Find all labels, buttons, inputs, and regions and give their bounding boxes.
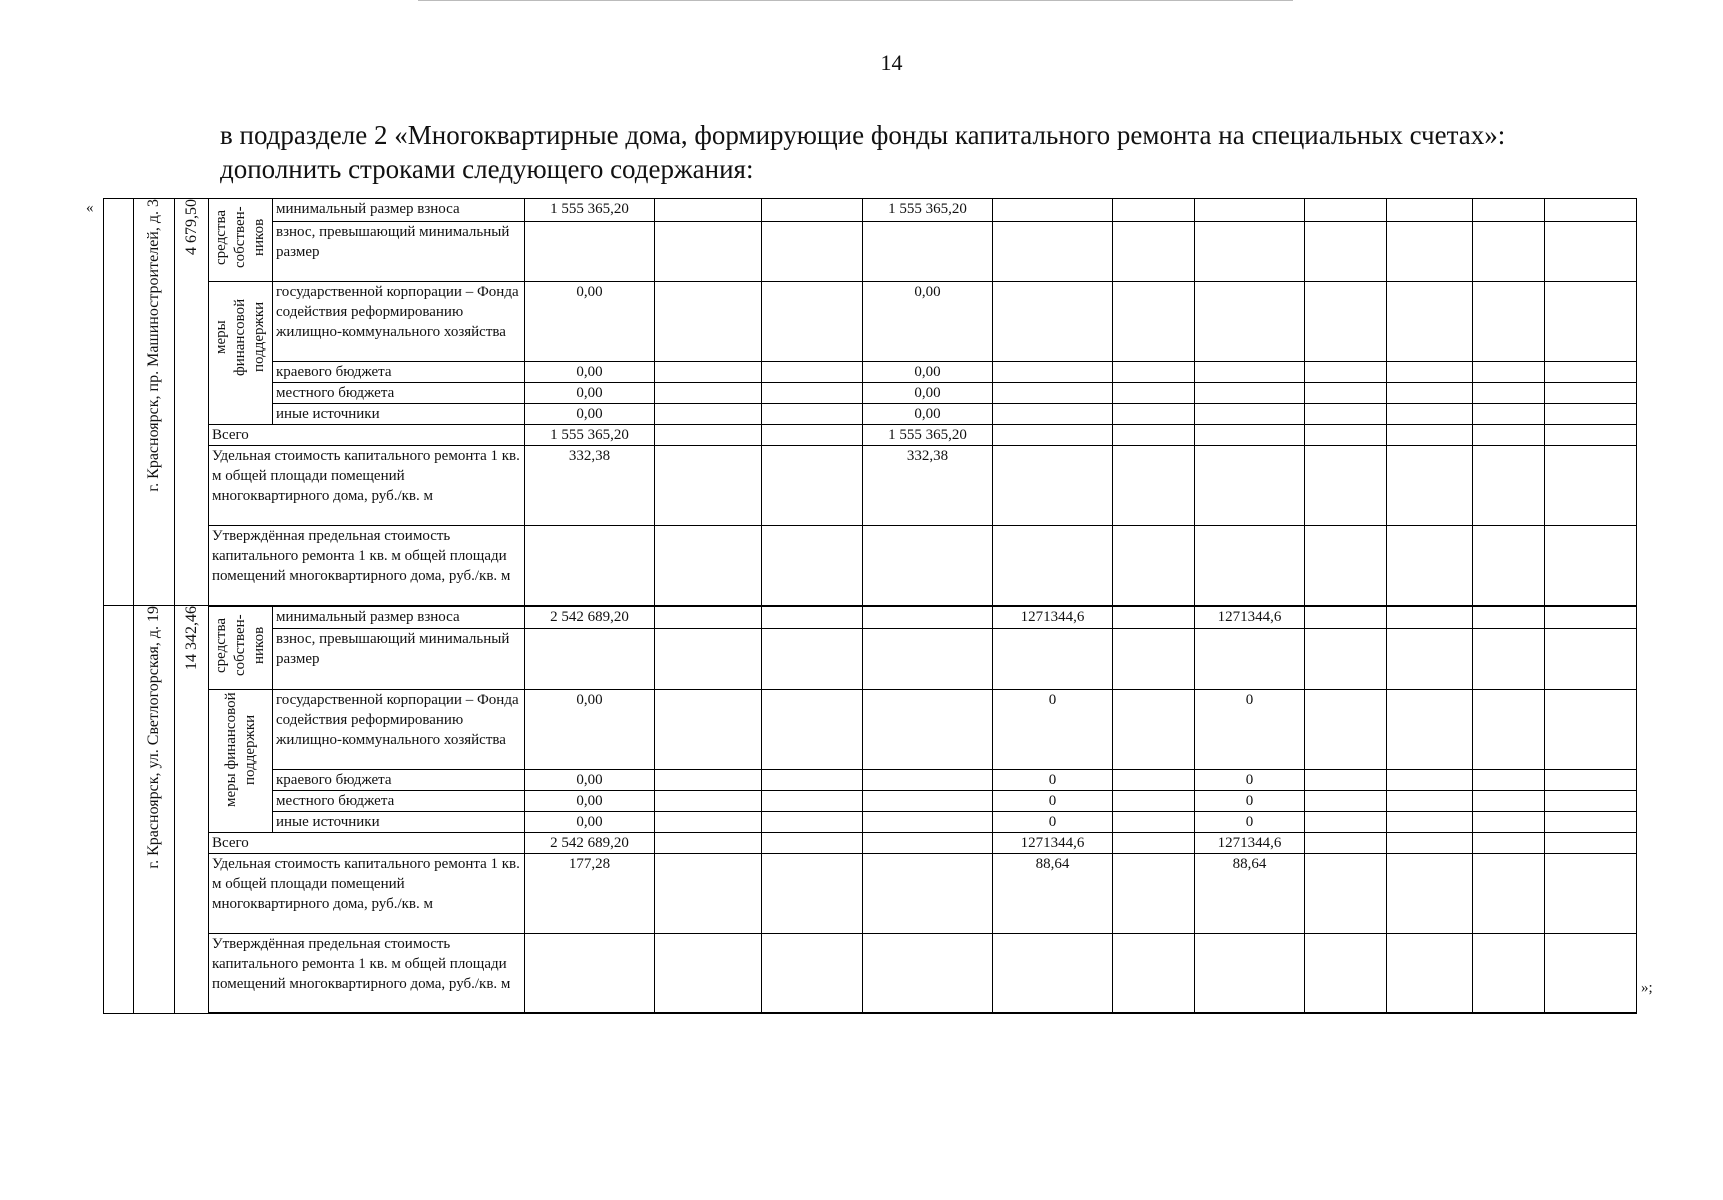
value-cell [1545, 446, 1637, 526]
value-cell [1545, 526, 1637, 606]
value-cell [1545, 832, 1637, 853]
table-row [104, 832, 1637, 853]
table-row [104, 790, 1637, 811]
value-cell: 332,38 [525, 446, 655, 526]
value-cell: 0,00 [525, 282, 655, 362]
value-cell [1387, 446, 1473, 526]
value-cell [1545, 404, 1637, 425]
value-cell: 1271344,6 [993, 606, 1113, 629]
value-cell [762, 221, 863, 281]
table-row [104, 933, 1637, 1013]
value-cell [525, 526, 655, 606]
table-row [104, 689, 1637, 769]
value-cell [1387, 383, 1473, 404]
value-cell [1195, 362, 1305, 383]
value-cell [863, 689, 993, 769]
intro-paragraph [220, 118, 1640, 186]
value-cell [1473, 853, 1545, 933]
value-cell [655, 526, 762, 606]
value-cell [1195, 199, 1305, 222]
value-cell [863, 629, 993, 689]
value-cell: 1 555 365,20 [525, 425, 655, 446]
opening-quote: « [86, 200, 94, 216]
value-cell: 1 555 365,20 [525, 199, 655, 222]
value-cell [1305, 689, 1387, 769]
value-cell [993, 282, 1113, 362]
value-cell: 0,00 [525, 383, 655, 404]
value-cell: 1271344,6 [1195, 832, 1305, 853]
value-cell [525, 933, 655, 1013]
value-cell [1545, 629, 1637, 689]
scan-top-line [418, 0, 1293, 1]
value-cell: 0,00 [525, 362, 655, 383]
value-cell [1305, 383, 1387, 404]
value-cell [655, 853, 762, 933]
value-cell [762, 811, 863, 832]
row-label: взнос, превышающий минимальный размер [273, 629, 525, 689]
row-label: Утверждённая предельная стоимость капитального ремонта 1 кв. м общей площади помещений многоквартирного дома, руб./кв. м [209, 526, 525, 606]
value-cell [1195, 383, 1305, 404]
value-cell [655, 933, 762, 1013]
row-label: Удельная стоимость капитального ремонта 1 кв. м общей площади помещений многоквартирного дома, руб./кв. м [209, 446, 525, 526]
value-cell [762, 282, 863, 362]
value-cell [863, 769, 993, 790]
value-cell: 88,64 [1195, 853, 1305, 933]
value-cell [1113, 629, 1195, 689]
row-label: местного бюджета [273, 383, 525, 404]
value-cell [762, 362, 863, 383]
row-label: минимальный размер взноса [273, 606, 525, 629]
value-cell [863, 606, 993, 629]
value-cell [1473, 282, 1545, 362]
value-cell [1113, 404, 1195, 425]
value-cell [1305, 526, 1387, 606]
value-cell [1305, 221, 1387, 281]
value-cell [655, 832, 762, 853]
value-cell [762, 199, 863, 222]
value-cell [1113, 832, 1195, 853]
house-area: 14 342,46 [182, 606, 200, 670]
value-cell [863, 933, 993, 1013]
row-label: местного бюджета [273, 790, 525, 811]
value-cell: 0 [1195, 811, 1305, 832]
value-cell [1473, 199, 1545, 222]
value-cell [1305, 199, 1387, 222]
value-cell [1305, 606, 1387, 629]
value-cell [1113, 282, 1195, 362]
value-cell [1473, 790, 1545, 811]
value-cell [1545, 853, 1637, 933]
value-cell [1387, 629, 1473, 689]
value-cell [1195, 282, 1305, 362]
value-cell [1113, 606, 1195, 629]
table-row [104, 446, 1637, 526]
value-cell [993, 446, 1113, 526]
value-cell [1113, 446, 1195, 526]
value-cell [1387, 425, 1473, 446]
value-cell: 88,64 [993, 853, 1113, 933]
value-cell [762, 446, 863, 526]
support-group [209, 689, 273, 832]
value-cell [1113, 811, 1195, 832]
value-cell [762, 790, 863, 811]
value-cell [762, 933, 863, 1013]
own-funds-group [209, 606, 273, 690]
page-number: 14 [880, 50, 903, 75]
value-cell [1195, 425, 1305, 446]
row-label: краевого бюджета [273, 362, 525, 383]
value-cell [863, 853, 993, 933]
value-cell: 0 [993, 811, 1113, 832]
value-cell [1387, 790, 1473, 811]
value-cell [993, 383, 1113, 404]
value-cell [1305, 282, 1387, 362]
value-cell: 0,00 [525, 790, 655, 811]
table-row [104, 853, 1637, 933]
value-cell [655, 282, 762, 362]
value-cell [1473, 526, 1545, 606]
value-cell [1473, 383, 1545, 404]
row-label: взнос, превышающий минимальный размер [273, 221, 525, 281]
value-cell [762, 769, 863, 790]
value-cell [762, 526, 863, 606]
value-cell [1305, 425, 1387, 446]
value-cell [1545, 606, 1637, 629]
value-cell [762, 404, 863, 425]
value-cell [1545, 425, 1637, 446]
value-cell [1473, 811, 1545, 832]
value-cell [655, 629, 762, 689]
value-cell [1113, 199, 1195, 222]
value-cell [1305, 629, 1387, 689]
row-label: минимальный размер взноса [273, 199, 525, 222]
value-cell [762, 383, 863, 404]
value-cell [1473, 689, 1545, 769]
table-row [104, 606, 1637, 629]
value-cell [1113, 362, 1195, 383]
value-cell: 2 542 689,20 [525, 606, 655, 629]
value-cell [1387, 811, 1473, 832]
row-label: Всего [209, 832, 525, 853]
value-cell [655, 769, 762, 790]
value-cell [655, 404, 762, 425]
row-label: иные источники [273, 404, 525, 425]
value-cell: 1 555 365,20 [863, 425, 993, 446]
value-cell [1473, 933, 1545, 1013]
value-cell [1473, 221, 1545, 281]
value-cell [655, 199, 762, 222]
value-cell [1113, 221, 1195, 281]
value-cell [1113, 853, 1195, 933]
value-cell [1195, 221, 1305, 281]
value-cell: 1 555 365,20 [863, 199, 993, 222]
value-cell [1387, 526, 1473, 606]
value-cell [655, 446, 762, 526]
value-cell [1305, 853, 1387, 933]
value-cell [863, 811, 993, 832]
value-cell [1473, 769, 1545, 790]
value-cell [1545, 790, 1637, 811]
own-funds-group [209, 199, 273, 282]
value-cell [1545, 199, 1637, 222]
value-cell [762, 425, 863, 446]
value-cell [1195, 526, 1305, 606]
value-cell: 0,00 [525, 811, 655, 832]
value-cell [1545, 811, 1637, 832]
value-cell: 2 542 689,20 [525, 832, 655, 853]
closing-quote: »; [1641, 980, 1653, 996]
value-cell [1473, 404, 1545, 425]
value-cell [1113, 769, 1195, 790]
value-cell: 332,38 [863, 446, 993, 526]
value-cell [1113, 790, 1195, 811]
value-cell [1113, 383, 1195, 404]
value-cell [863, 790, 993, 811]
row-marker-cell [104, 199, 134, 606]
value-cell [1387, 832, 1473, 853]
value-cell [1113, 933, 1195, 1013]
row-label: Удельная стоимость капитального ремонта 1 кв. м общей площади помещений многоквартирного дома, руб./кв. м [209, 853, 525, 933]
house-address-cell [134, 199, 175, 606]
row-label: Всего [209, 425, 525, 446]
table-row [104, 383, 1637, 404]
value-cell [1387, 933, 1473, 1013]
value-cell [762, 606, 863, 629]
value-cell [1305, 790, 1387, 811]
repair-funds-table [103, 198, 1637, 1014]
value-cell [1195, 446, 1305, 526]
value-cell [655, 811, 762, 832]
value-cell: 177,28 [525, 853, 655, 933]
value-cell [1113, 689, 1195, 769]
value-cell: 0 [1195, 689, 1305, 769]
house-area-cell [175, 606, 209, 1014]
value-cell [993, 629, 1113, 689]
table-row [104, 221, 1637, 281]
value-cell [1387, 362, 1473, 383]
value-cell [1545, 362, 1637, 383]
house-address: г. Красноярск, ул. Светлогорская, д. 19 [145, 606, 162, 869]
value-cell [1473, 446, 1545, 526]
value-cell [1113, 425, 1195, 446]
value-cell [993, 526, 1113, 606]
intro-line-2: дополнить строками следующего содержания: [220, 154, 754, 184]
intro-line-1: в подразделе 2 «Многоквартирные дома, формирующие фонды капитального ремонта на специальных счетах»: [220, 120, 1506, 150]
value-cell [1305, 933, 1387, 1013]
value-cell [1545, 383, 1637, 404]
value-cell: 0,00 [525, 404, 655, 425]
support-group [209, 282, 273, 425]
house-area-cell [175, 199, 209, 606]
value-cell [863, 221, 993, 281]
value-cell: 0,00 [525, 769, 655, 790]
house-address-cell [134, 606, 175, 1014]
row-marker-cell [104, 606, 134, 1014]
value-cell [1305, 832, 1387, 853]
value-cell [1387, 689, 1473, 769]
value-cell: 0 [993, 769, 1113, 790]
value-cell: 0,00 [863, 383, 993, 404]
value-cell: 1271344,6 [993, 832, 1113, 853]
value-cell [1545, 689, 1637, 769]
value-cell [655, 606, 762, 629]
value-cell [1473, 832, 1545, 853]
house-address: г. Красноярск, пр. Машиностроителей, д. 3 [145, 199, 162, 492]
value-cell [762, 832, 863, 853]
value-cell: 0 [993, 790, 1113, 811]
own-funds-label: средства собствен-ников [213, 613, 267, 676]
table-row [104, 425, 1637, 446]
house-area: 4 679,50 [182, 199, 200, 255]
value-cell [655, 362, 762, 383]
value-cell [1305, 404, 1387, 425]
value-cell: 0 [993, 689, 1113, 769]
value-cell [993, 221, 1113, 281]
value-cell [762, 689, 863, 769]
value-cell [655, 790, 762, 811]
own-funds-label: средства собствен-ников [213, 206, 267, 268]
value-cell [863, 526, 993, 606]
value-cell [655, 221, 762, 281]
value-cell: 0 [1195, 769, 1305, 790]
value-cell [863, 832, 993, 853]
value-cell [1387, 221, 1473, 281]
support-label: меры финансовой поддержки [222, 692, 258, 807]
row-label: иные источники [273, 811, 525, 832]
value-cell [655, 425, 762, 446]
table-row [104, 282, 1637, 362]
row-label: Утверждённая предельная стоимость капитального ремонта 1 кв. м общей площади помещений многоквартирного дома, руб./кв. м [209, 933, 525, 1013]
value-cell [525, 629, 655, 689]
value-cell [1473, 425, 1545, 446]
table-row [104, 526, 1637, 606]
value-cell [1195, 629, 1305, 689]
table-row [104, 811, 1637, 832]
table-row [104, 769, 1637, 790]
value-cell [655, 383, 762, 404]
value-cell: 1271344,6 [1195, 606, 1305, 629]
value-cell [1305, 811, 1387, 832]
value-cell [655, 689, 762, 769]
value-cell [1305, 362, 1387, 383]
row-label: государственной корпорации – Фонда содействия реформированию жилищно-коммунального хозяйства [273, 689, 525, 769]
value-cell [1387, 282, 1473, 362]
value-cell: 0,00 [863, 362, 993, 383]
value-cell [1387, 769, 1473, 790]
value-cell [1545, 282, 1637, 362]
value-cell [993, 425, 1113, 446]
value-cell: 0,00 [863, 404, 993, 425]
value-cell: 0,00 [525, 689, 655, 769]
value-cell [993, 933, 1113, 1013]
value-cell: 0,00 [863, 282, 993, 362]
value-cell [993, 404, 1113, 425]
value-cell [1305, 446, 1387, 526]
support-label: меры финансовой поддержки [213, 298, 267, 376]
value-cell [1113, 526, 1195, 606]
value-cell [1473, 606, 1545, 629]
value-cell [1545, 221, 1637, 281]
value-cell [762, 629, 863, 689]
value-cell [1473, 629, 1545, 689]
value-cell [993, 199, 1113, 222]
value-cell [1387, 853, 1473, 933]
value-cell [1545, 769, 1637, 790]
value-cell [1387, 606, 1473, 629]
value-cell [1473, 362, 1545, 383]
row-label: краевого бюджета [273, 769, 525, 790]
table-row [104, 199, 1637, 222]
row-label: государственной корпорации – Фонда содействия реформированию жилищно-коммунального хозяйства [273, 282, 525, 362]
value-cell [1387, 404, 1473, 425]
value-cell [762, 853, 863, 933]
value-cell [1545, 933, 1637, 1013]
value-cell [1195, 404, 1305, 425]
value-cell [1195, 933, 1305, 1013]
table-row [104, 362, 1637, 383]
value-cell [993, 362, 1113, 383]
value-cell [525, 221, 655, 281]
value-cell [1387, 199, 1473, 222]
value-cell [1305, 769, 1387, 790]
table-row [104, 629, 1637, 689]
value-cell: 0 [1195, 790, 1305, 811]
table-row [104, 404, 1637, 425]
